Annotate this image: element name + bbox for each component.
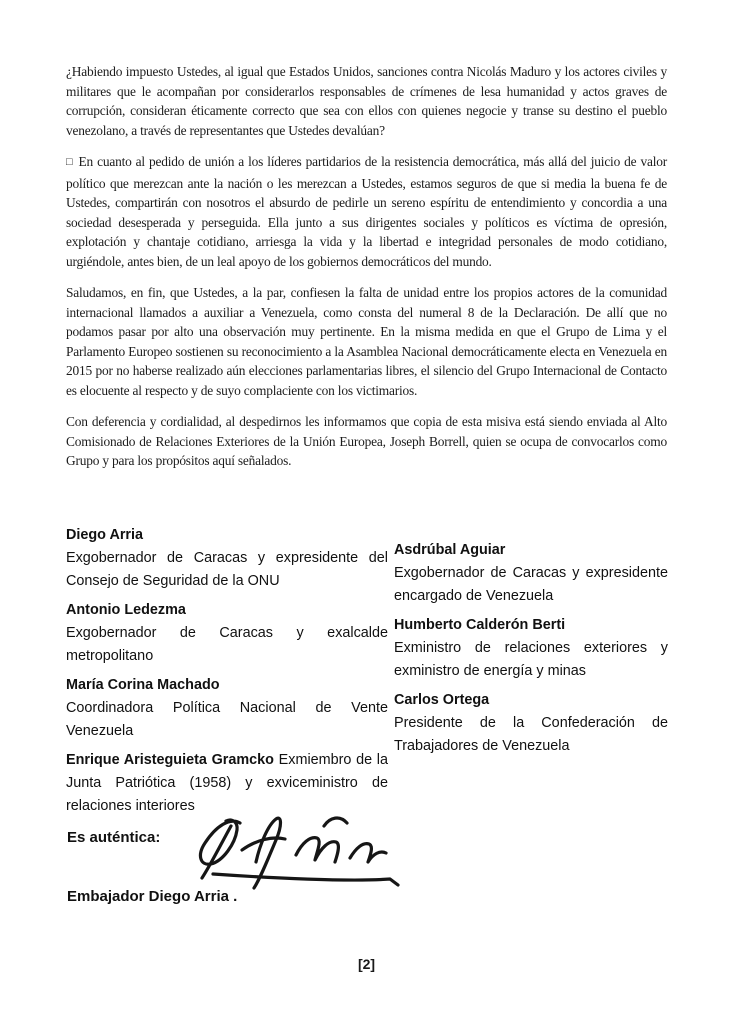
- signatory-name: Enrique Aristeguieta Gramcko: [66, 752, 274, 768]
- signatory-name: Antonio Ledezma: [66, 602, 186, 618]
- page-number: [2]: [357, 956, 376, 972]
- paragraph-text: Con deferencia y cordialidad, al despedirnos les informamos que copia de esta misiva está siendo enviada al Alto Comisionado de Relaciones Exteriores de la Unión Europea, Joseph Borrell, quien se ocupa de convocarlos como Grupo y para los propósitos aquí señalados.: [66, 414, 667, 468]
- signatory-role: Exmiembro de la Junta Patriótica (1958) y exviceministro de relaciones interiores: [66, 752, 388, 814]
- signatory-role: Coordinadora Política Nacional de Vente Venezuela: [66, 700, 388, 739]
- signatory-maria-corina-machado: [66, 674, 388, 743]
- paragraph-text: En cuanto al pedido de unión a los líderes partidarios de la resistencia democrática, más allá del juicio de valor político que merezcan ante la nación o les merezcan a Ustedes, estamos seguros de que si media la buena fe de Ustedes, compartirán con nosotros el absurdo de pedirle un sereno espíritu de entendimiento y concordia a una sociedad desesperada y perseguida. Ella junto a sus dirigentes sociales y políticos es víctima de opresión, explotación y chantaje cotidiano, arriesga la vida y la libertad e integridad personales de modo cotidiano, urgiéndole, antes bien, de un leal apoyo de los gobiernos democráticos del mundo.: [66, 154, 667, 269]
- paragraph-lack-of-unity: [66, 283, 667, 400]
- paragraph-text: ¿Habiendo impuesto Ustedes, al igual que Estados Unidos, sanciones contra Nicolás Maduro y los actores civiles y militares que le acompañan por considerarlos responsables de crímenes de lesa humanidad y actos graves de corrupción, consideran éticamente correcto que sea con ellos con quienes negocie y transe su destino el pueblo venezolano, a través de representantes que Ustedes devalúan?: [66, 64, 667, 138]
- signatories-right-column: [394, 524, 668, 824]
- paragraph-text: Saludamos, en fin, que Ustedes, a la par, confiesen la falta de unidad entre los propios actores de la comunidad internacional llamados a auxiliar a Venezuela, como consta del numeral 8 de la Declaración. De allí que no podamos pasar por alto una observación muy pertinente. En la misma medida en que el Grupo de Lima y el Parlamento Europeo sostienen su reconocimiento a la Asamblea Nacional democráticamente electa en Venezuela en 2015 por no haberse realizado aún elecciones parlamentarias libres, el silencio del Grupo Internacional de Contacto es elocuente al respecto y de suyo complaciente con los victimarios.: [66, 285, 667, 398]
- signatory-name: Carlos Ortega: [394, 692, 490, 708]
- signer-name: Embajador Diego Arria .: [67, 888, 238, 905]
- signatory-name: Asdrúbal Aguiar: [394, 542, 506, 558]
- handwritten-signature-icon: [190, 810, 404, 892]
- letter-body: [66, 62, 667, 483]
- signatory-name-and-role: [66, 749, 388, 818]
- signatories-section: [66, 524, 668, 824]
- checkbox-icon: □: [66, 156, 73, 168]
- signatory-humberto-calderon-berti: [394, 614, 668, 683]
- signatory-role: Exgobernador de Caracas y expresidente encargado de Venezuela: [394, 565, 668, 604]
- signatories-left-column: [66, 524, 388, 824]
- signatory-role: Presidente de la Confederación de Trabajadores de Venezuela: [394, 715, 668, 754]
- signatory-asdrubal-aguiar: [394, 539, 668, 608]
- signatory-name: Humberto Calderón Berti: [394, 617, 566, 633]
- signatory-antonio-ledezma: [66, 599, 388, 668]
- signatory-carlos-ortega: [394, 689, 668, 758]
- paragraph-farewell: [66, 412, 667, 471]
- signatory-role: Exgobernador de Caracas y expresidente del Consejo de Seguridad de la ONU: [66, 550, 388, 589]
- signatory-name: María Corina Machado: [66, 677, 220, 693]
- paragraph-sanctions-question: [66, 62, 667, 140]
- paragraph-unity-request: [66, 152, 667, 271]
- signatory-role: Exgobernador de Caracas y exalcalde metropolitano: [66, 625, 388, 664]
- signatory-enrique-aristeguieta-gramcko: [66, 749, 388, 818]
- signatory-name: Diego Arria: [66, 527, 144, 543]
- signatory-role: Exministro de relaciones exteriores y exministro de energía y minas: [394, 640, 668, 679]
- signatory-diego-arria: [66, 524, 388, 593]
- authentication-label: Es auténtica:: [67, 829, 161, 846]
